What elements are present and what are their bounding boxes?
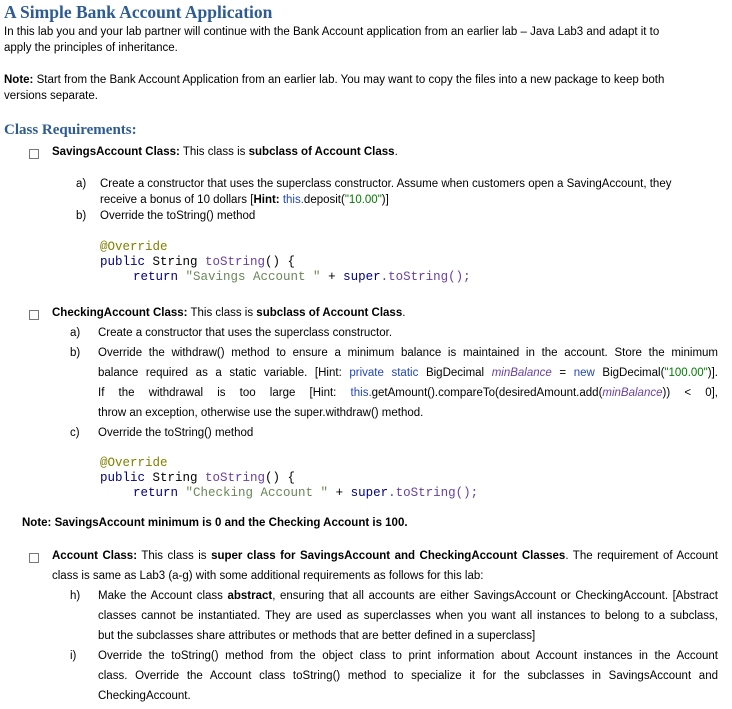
- note-top-line-2: versions separate.: [4, 90, 98, 102]
- savings-a-arg: "10.00": [344, 194, 382, 206]
- account-item-i-line3: CheckingAccount.: [98, 690, 191, 702]
- checking-item-a-marker: a): [70, 327, 81, 339]
- savings-item-a-line2: [100, 194, 389, 206]
- savings-code-public: public: [100, 255, 146, 269]
- savings-a-this: this.: [279, 194, 304, 206]
- account-heading-line: [52, 550, 718, 562]
- checking-code-return: return: [133, 486, 179, 500]
- checking-desc-bold: subclass of Account Class: [256, 307, 403, 319]
- savings-code-super: super: [343, 270, 381, 284]
- checking-b-var: minBalance: [491, 367, 552, 379]
- savings-heading: SavingsAccount Class:: [52, 146, 180, 158]
- account-h-text: Make the Account class: [98, 590, 228, 602]
- savings-code-type: String: [145, 255, 206, 269]
- checking-desc: This class is: [187, 307, 257, 319]
- checking-b3-this: this.: [350, 387, 372, 399]
- checking-desc-end: .: [402, 307, 406, 319]
- checking-code-rest: () {: [265, 471, 296, 485]
- savings-code-plus: +: [320, 270, 344, 284]
- checking-code-line3: [133, 486, 478, 500]
- account-h-post: , ensuring that all accounts are either SavingsAccount or CheckingAccount. [Abstract: [272, 590, 718, 602]
- savings-a-text: receive a bonus of 10 dollars [: [100, 194, 254, 206]
- savings-desc-bold: subclass of Account Class: [248, 146, 395, 158]
- checking-item-b-line1: Override the withdraw() method to ensure a minimum balance is maintained in the account. Store the minimum: [98, 347, 718, 359]
- savings-code-annotation: @Override: [100, 240, 168, 254]
- checking-b-new: new: [573, 367, 595, 379]
- account-item-i-marker: i): [70, 650, 77, 662]
- note-label: Note:: [4, 74, 34, 86]
- checking-code-line2: [100, 471, 295, 485]
- intro-line-2: apply the principles of inheritance.: [4, 42, 178, 54]
- checking-item-b-marker: b): [70, 347, 81, 359]
- account-heading: Account Class:: [52, 550, 138, 562]
- savings-code-line2: [100, 255, 295, 269]
- savings-code-name: toString: [205, 255, 266, 269]
- account-desc-end: . The requirement of Account: [565, 550, 718, 562]
- checking-b-type: BigDecimal: [418, 367, 492, 379]
- checking-b-ctor: BigDecimal(: [594, 367, 665, 379]
- account-checkbox-icon: [29, 553, 39, 563]
- checking-item-c-marker: c): [70, 427, 80, 439]
- checking-item-a-text: Create a constructor that uses the superclass constructor.: [98, 327, 393, 339]
- page-title: A Simple Bank Account Application: [4, 2, 273, 22]
- account-item-h-marker: h): [70, 590, 81, 602]
- savings-code-return: return: [133, 270, 179, 284]
- checking-item-b-line3: [98, 387, 718, 399]
- account-item-i-line1: Override the toString() method from the object class to print information about Account instances in the Account: [98, 650, 718, 662]
- savings-item-a-line1: Create a constructor that uses the superclass constructor. Assume when customers open a SavingAccount, they: [100, 178, 672, 190]
- checking-code-string: "Checking Account ": [185, 486, 329, 500]
- account-item-i-line2: class. Override the Account class toString() method to specialize it for the subclasses in SavingsAccount and: [98, 670, 718, 682]
- savings-checkbox-icon: [29, 149, 39, 159]
- savings-a-end: )]: [381, 194, 389, 206]
- checking-code-plus: +: [328, 486, 351, 500]
- savings-code-line3: [133, 270, 471, 284]
- savings-heading-line: [52, 146, 398, 158]
- account-desc: This class is: [137, 550, 212, 562]
- class-requirements-heading: Class Requirements:: [4, 122, 137, 138]
- checking-b-end: )].: [707, 367, 718, 379]
- checking-b3-text: If the withdrawal is too large [Hint:: [98, 387, 351, 399]
- checking-checkbox-icon: [29, 310, 39, 320]
- savings-code-line1: [100, 240, 168, 254]
- intro-line-1: In this lab you and your lab partner will continue with the Bank Account application from an earlier lab – Java Lab3 and adapt it to: [4, 26, 660, 38]
- checking-item-c-text: Override the toString() method: [98, 427, 254, 439]
- checking-code-line1: [100, 456, 168, 470]
- savings-desc: This class is: [179, 146, 249, 158]
- checking-item-b-line2: [98, 367, 718, 379]
- checking-heading-line: [52, 307, 405, 319]
- savings-code-tail: .toString();: [380, 270, 471, 284]
- checking-b-kw: private static: [349, 367, 419, 379]
- account-item-h-line3: but the subclasses share attributes or methods that are better defined in a superclass]: [98, 630, 536, 642]
- checking-code-public: public: [100, 471, 146, 485]
- savings-a-call: deposit(: [303, 194, 345, 206]
- checking-code-super: super: [350, 486, 389, 500]
- savings-item-a-marker: a): [76, 178, 87, 190]
- note-top-text: Start from the Bank Account Application from an earlier lab. You may want to copy the files into a new package to keep both: [33, 74, 665, 86]
- account-h-bold: abstract: [227, 590, 273, 602]
- savings-desc-end: .: [394, 146, 398, 158]
- account-line2: class is same as Lab3 (a-g) with some additional requirements as follows for this lab:: [52, 570, 484, 582]
- checking-b3-mid: getAmount().compareTo(desiredAmount.add(: [371, 387, 603, 399]
- checking-code-name: toString: [205, 471, 266, 485]
- checking-b-eq: =: [551, 367, 574, 379]
- checking-heading: CheckingAccount Class:: [52, 307, 188, 319]
- note-top-line-1: [4, 74, 664, 86]
- checking-code-annotation: @Override: [100, 456, 168, 470]
- checking-b-str: "100.00": [664, 367, 708, 379]
- checking-b3-var: minBalance: [602, 387, 663, 399]
- checking-code-tail: .toString();: [388, 486, 479, 500]
- account-item-h-line2: classes cannot be instantiated. They are used as superclasses when you want all instances to belong to a subclass,: [98, 610, 718, 622]
- account-desc-bold: super class for SavingsAccount and CheckingAccount Classes: [211, 550, 566, 562]
- note-minimum: Note: SavingsAccount minimum is 0 and the Checking Account is 100.: [22, 517, 408, 529]
- savings-item-b-text: Override the toString() method: [100, 210, 256, 222]
- savings-item-b-marker: b): [76, 210, 87, 222]
- savings-a-hint: Hint:: [253, 194, 280, 206]
- savings-code-rest: () {: [265, 255, 296, 269]
- checking-code-type: String: [145, 471, 206, 485]
- checking-b3-end: )) < 0],: [662, 387, 718, 399]
- account-item-h-line1: [98, 590, 718, 602]
- savings-code-string: "Savings Account ": [185, 270, 321, 284]
- checking-item-b-line4: throw an exception, otherwise use the super.withdraw() method.: [98, 407, 424, 419]
- checking-b-text: balance required as a static variable. [Hint:: [98, 367, 350, 379]
